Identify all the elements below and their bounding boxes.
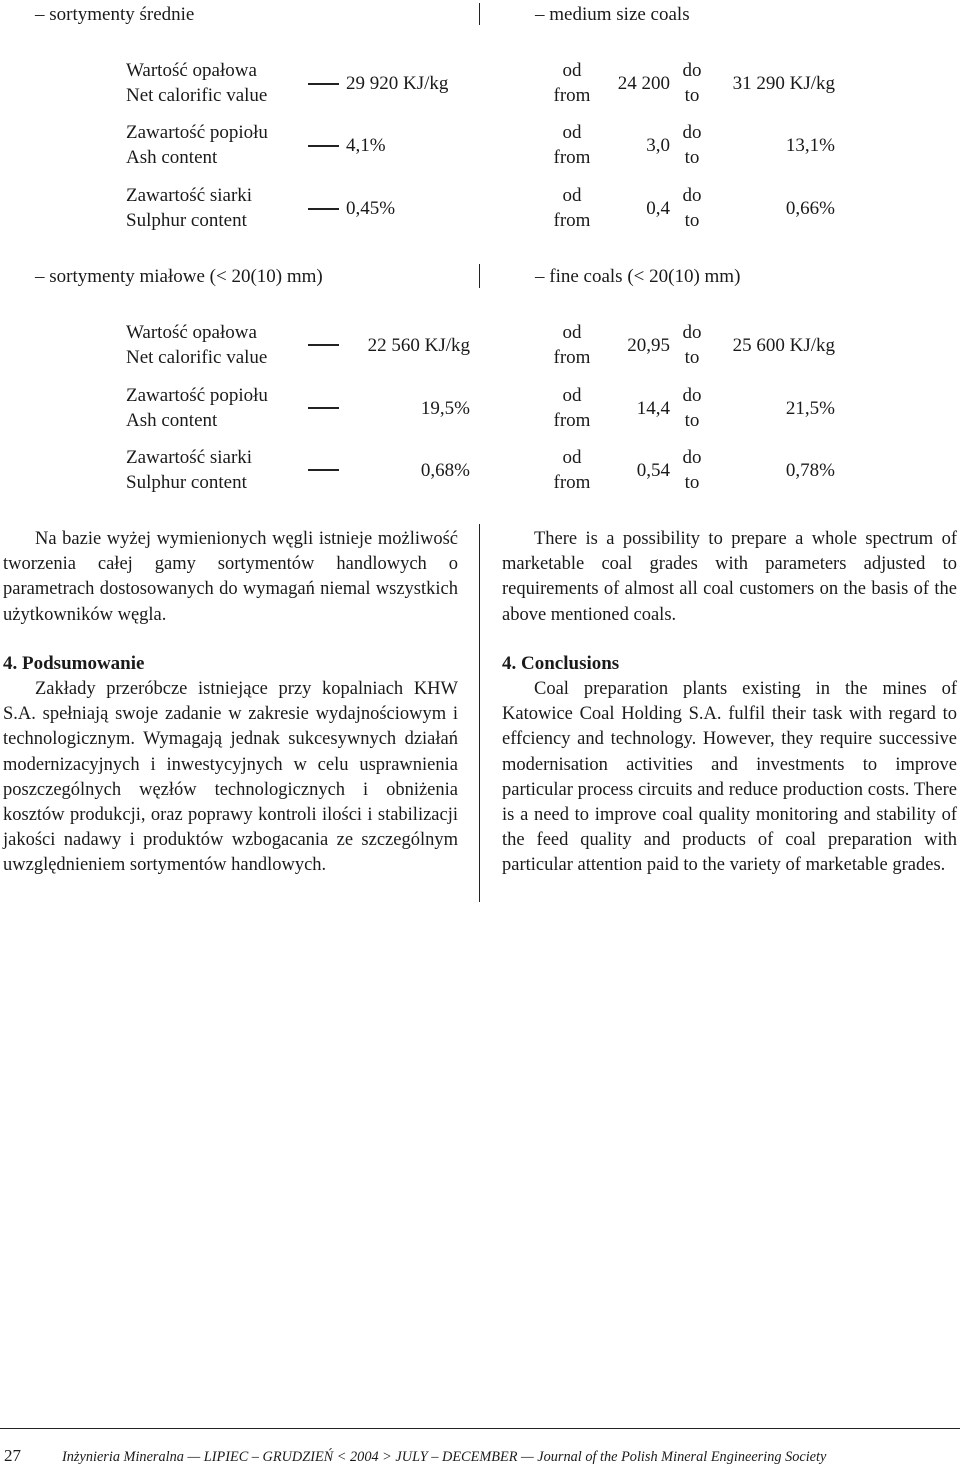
en-intro-paragraph — [502, 527, 957, 628]
from-label: from — [553, 147, 591, 168]
min-value: 20,95 — [627, 335, 670, 356]
param-label-en: Net calorific value — [126, 85, 268, 106]
do-label: do — [682, 447, 702, 468]
typical-value: 22 560 KJ/kg — [367, 335, 470, 356]
min-value: 3,0 — [646, 135, 670, 156]
section-medium-heading-en: – medium size coals — [535, 4, 690, 25]
do-label: do — [682, 60, 702, 81]
param-label-en: Ash content — [126, 410, 218, 431]
param-label-en: Net calorific value — [126, 347, 268, 368]
page-number: 27 — [4, 1446, 21, 1465]
param-label-pl: Zawartość siarki — [126, 185, 253, 206]
od-label: od — [562, 322, 582, 343]
min-value: 0,4 — [646, 198, 670, 219]
to-label: to — [684, 472, 700, 493]
from-label: from — [553, 472, 591, 493]
to-label: to — [684, 210, 700, 231]
typical-value: 29 920 KJ/kg — [346, 73, 449, 94]
to-label: to — [684, 85, 700, 106]
param-label-pl: Zawartość popiołu — [126, 122, 268, 143]
typical-value: 0,45% — [346, 198, 396, 219]
en-intro-text: There is a possibility to prepare a whole spectrum of marketable coal grades with parameters adjusted to requirements of almost all coal customers on the basis of the above mentioned coals. — [502, 529, 957, 625]
do-label: do — [682, 185, 702, 206]
param-label-pl: Zawartość siarki — [126, 447, 253, 468]
section-divider — [479, 264, 480, 288]
en-body-paragraph — [502, 677, 957, 879]
param-label-pl: Wartość opałowa — [126, 322, 257, 343]
pl-intro-paragraph — [3, 527, 458, 628]
section-fine-heading-pl: – sortymenty miałowe (< 20(10) mm) — [35, 266, 323, 287]
min-value: 14,4 — [636, 398, 670, 419]
param-label-en: Sulphur content — [126, 210, 247, 231]
od-label: od — [562, 385, 582, 406]
max-value: 31 290 KJ/kg — [732, 73, 835, 94]
en-body-text: Coal preparation plants existing in the mines of Katowice Coal Holding S.A. fulfil their task with regard to effciency and technology. However, they require successive modernisation activities and investments to improve particular process circuits and reduce production costs. There is a need to improve coal quality monitoring and stability of the feed quality and products of coal preparation with particular attention paid to the variety of marketable grades. — [502, 679, 957, 876]
section-medium-heading-pl: – sortymenty średnie — [35, 4, 195, 25]
od-label: od — [562, 447, 582, 468]
od-label: od — [562, 185, 582, 206]
to-label: to — [684, 347, 700, 368]
do-label: do — [682, 385, 702, 406]
max-value: 0,78% — [785, 460, 835, 481]
max-value: 25 600 KJ/kg — [732, 335, 835, 356]
dash-separator — [308, 208, 339, 210]
max-value: 0,66% — [785, 198, 835, 219]
typical-value: 0,68% — [420, 460, 470, 481]
pl-body-text: Zakłady przeróbcze istniejące przy kopalniach KHW S.A. spełniają swoje zadanie w zakresie wydajnościowym i technologicznym. Wymagają jednak sukcesywnych działań modernizacyjnych i inwestycyjnych w celu usprawnienia poszczególnych węzłów technologicznych i obniżenia kosztów produkcji, oraz poprawy kontroli ilości i stabilizacji jakości nadawy i produktów wzbogacania ze szczególnym uwzględnieniem sortymentów handlowych. — [3, 679, 458, 876]
pl-body-paragraph — [3, 677, 458, 879]
en-section-heading: 4. Conclusions — [502, 653, 620, 674]
param-label-en: Ash content — [126, 147, 218, 168]
from-label: from — [553, 410, 591, 431]
max-value: 13,1% — [785, 135, 835, 156]
section-divider — [479, 3, 480, 25]
pl-section-heading: 4. Podsumowanie — [3, 653, 145, 674]
dash-separator — [308, 83, 339, 85]
max-value: 21,5% — [785, 398, 835, 419]
do-label: do — [682, 322, 702, 343]
pl-intro-text: Na bazie wyżej wymienionych węgli istnieje możliwość tworzenia całej gamy sortymentów handlowych o parametrach dostosowanych do wymagań niemal wszystkich użytkowników węgla. — [3, 529, 458, 625]
param-label-pl: Wartość opałowa — [126, 60, 257, 81]
od-label: od — [562, 60, 582, 81]
from-label: from — [553, 85, 591, 106]
min-value: 0,54 — [636, 460, 670, 481]
section-fine-heading-en: – fine coals (< 20(10) mm) — [535, 266, 741, 287]
param-label-en: Sulphur content — [126, 472, 247, 493]
dash-separator — [308, 145, 339, 147]
typical-value: 19,5% — [420, 398, 470, 419]
footer-rule — [0, 1428, 960, 1429]
column-divider — [479, 524, 480, 902]
from-label: from — [553, 347, 591, 368]
do-label: do — [682, 122, 702, 143]
to-label: to — [684, 410, 700, 431]
param-label-pl: Zawartość popiołu — [126, 385, 268, 406]
typical-value: 4,1% — [346, 135, 386, 156]
journal-footer: Inżynieria Mineralna — LIPIEC – GRUDZIEŃ < 2004 > JULY – DECEMBER — Journal of the Polish Mineral Engineering Society — [62, 1449, 827, 1465]
from-label: from — [553, 210, 591, 231]
to-label: to — [684, 147, 700, 168]
od-label: od — [562, 122, 582, 143]
min-value: 24 200 — [617, 73, 670, 94]
